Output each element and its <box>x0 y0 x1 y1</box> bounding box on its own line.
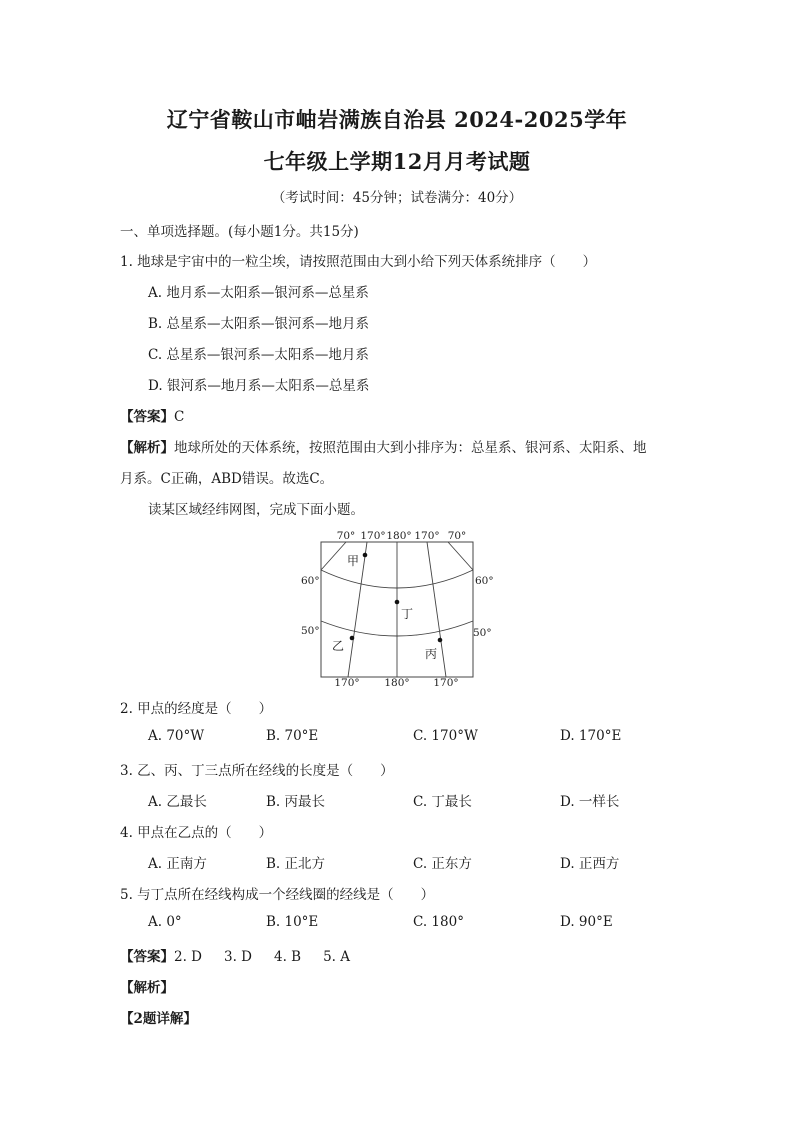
analysis-text-line2: 月系。C正确，ABD错误。故选C。 <box>120 471 334 487</box>
bottom-label-180: 180° <box>384 677 410 686</box>
point-yi-label: 乙 <box>332 639 345 653</box>
question-4-option-d: D. 正西方 <box>560 856 620 872</box>
question-5-option-d: D. 90°E <box>560 914 613 930</box>
answer-value: C <box>174 409 185 425</box>
question-1-option-b: B. 总星系—太阳系—银河系—地月系 <box>148 316 370 332</box>
top-label-70-right: 70° <box>447 530 467 542</box>
bottom-label-170-right: 170° <box>433 677 459 686</box>
question-3-option-a: A. 乙最长 <box>148 794 207 810</box>
answer-5: 5. A <box>323 949 351 965</box>
top-label-170-left: 170° <box>360 530 386 542</box>
question-2-option-c: C. 170°W <box>413 728 478 744</box>
exam-title-line1: 辽宁省鞍山市岫岩满族自治县 2024-2025学年 <box>166 107 628 132</box>
right-label-50: 50° <box>473 627 492 639</box>
question-1-stem: 1. 地球是宇宙中的一粒尘埃，请按照范围由大到小给下列天体系统排序（ ） <box>120 254 597 270</box>
answer-label: 【答案】 <box>120 949 174 965</box>
point-jia-dot <box>363 553 368 558</box>
meridian-70-left <box>321 542 346 570</box>
question-3-option-c: C. 丁最长 <box>413 794 472 810</box>
answer-label: 【答案】 <box>120 409 174 425</box>
question-1-option-c: C. 总星系—银河系—太阳系—地月系 <box>148 347 369 363</box>
map-intro: 读某区域经纬网图，完成下面小题。 <box>148 502 364 518</box>
top-label-70-left: 70° <box>336 530 356 542</box>
question-3-option-d: D. 一样长 <box>560 794 620 810</box>
question-5-option-c: C. 180° <box>413 914 464 930</box>
exam-info: （考试时间：45分钟；试卷满分：40分） <box>271 190 523 206</box>
point-ding-label: 丁 <box>401 607 414 621</box>
left-label-60: 60° <box>301 575 320 587</box>
question-4-stem: 4. 甲点在乙点的（ ） <box>120 825 273 841</box>
meridian-70-right <box>448 542 473 570</box>
question-1-option-a: A. 地月系—太阳系—银河系—总星系 <box>148 285 369 301</box>
top-label-180: 180° <box>386 530 412 542</box>
point-ding-dot <box>395 600 400 605</box>
analysis-2-label: 【解析】 <box>120 980 174 996</box>
analysis-text-line1: 地球所处的天体系统，按照范围由大到小排序为：总星系、银河系、太阳系、地 <box>174 440 647 456</box>
question-2-detail-label: 【2题详解】 <box>120 1011 197 1027</box>
question-2-stem: 2. 甲点的经度是（ ） <box>120 701 273 717</box>
question-3-option-b: B. 丙最长 <box>266 794 326 810</box>
analysis-label: 【解析】 <box>120 440 174 456</box>
question-2-option-a: A. 70°W <box>148 728 205 744</box>
answer-2-5 <box>120 945 350 965</box>
question-5-option-a: A. 0° <box>148 914 182 930</box>
question-5-option-b: B. 10°E <box>266 914 319 930</box>
analysis-1 <box>120 436 647 456</box>
point-yi-dot <box>350 636 355 641</box>
question-5-stem: 5. 与丁点所在经线构成一个经线圈的经线是（ ） <box>120 887 435 903</box>
point-bing-dot <box>438 638 443 643</box>
point-bing-label: 丙 <box>425 647 438 661</box>
question-1-option-d: D. 银河系—地月系—太阳系—总星系 <box>148 378 370 394</box>
answer-3: 3. D <box>224 949 252 965</box>
question-3-stem: 3. 乙、丙、丁三点所在经线的长度是（ ） <box>120 763 394 779</box>
point-jia-label: 甲 <box>347 554 360 568</box>
left-label-50: 50° <box>301 625 320 637</box>
question-4-option-a: A. 正南方 <box>148 856 207 872</box>
exam-title-line2: 七年级上学期12月月考试题 <box>263 149 531 174</box>
answer-1 <box>120 405 184 425</box>
question-2-option-d: D. 170°E <box>560 728 622 744</box>
right-label-60: 60° <box>475 575 494 587</box>
question-2-option-b: B. 70°E <box>266 728 319 744</box>
answer-4: 4. B <box>274 949 302 965</box>
top-label-170-right: 170° <box>414 530 440 542</box>
answer-2: 2. D <box>174 949 202 965</box>
question-4-option-b: B. 正北方 <box>266 856 326 872</box>
section-heading: 一、单项选择题。(每小题1分。共15分) <box>120 224 359 240</box>
graticule-map <box>300 526 500 686</box>
bottom-label-170-left: 170° <box>334 677 360 686</box>
question-4-option-c: C. 正东方 <box>413 856 472 872</box>
